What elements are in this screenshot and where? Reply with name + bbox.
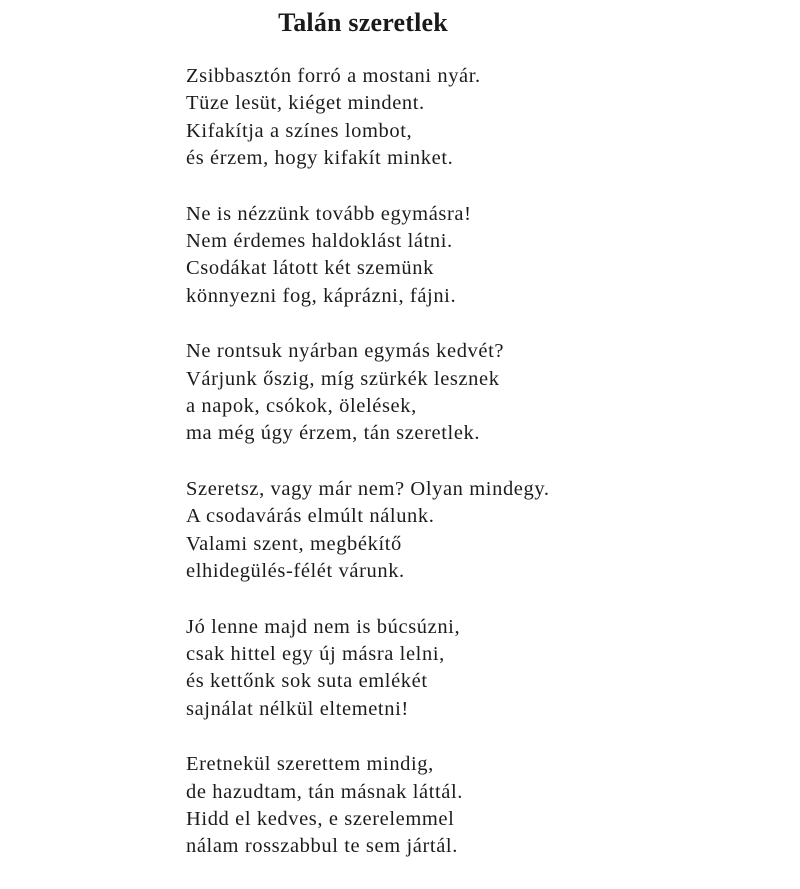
poem-line: könnyezni fog, káprázni, fájni. — [186, 284, 457, 307]
poem-line: sajnálat nélkül eltemetni! — [186, 697, 409, 720]
poem-line: Nem érdemes haldoklást látni. — [186, 230, 453, 253]
poem-line: Zsibbasztón forró a mostani nyár. — [186, 65, 481, 87]
poem-line: Ne is nézzünk tovább egymásra! — [186, 202, 472, 225]
poem-body — [186, 63, 746, 889]
stanza-6 — [186, 751, 746, 861]
poem-line: nálam rosszabbul te sem jártál. — [186, 835, 458, 858]
poem-line: és kettőnk sok suta emlékét — [186, 670, 428, 693]
poem-line: Ne rontsuk nyárban egymás kedvét? — [186, 340, 505, 363]
stanza-2 — [186, 201, 746, 311]
poem-line: A csodavárás elmúlt nálunk. — [186, 505, 435, 528]
poem-line: Kifakítja a színes lombot, — [186, 119, 413, 142]
poem-line: Hidd el kedves, e szerelemmel — [186, 807, 455, 830]
poem-line: Szeretsz, vagy már nem? Olyan mindegy. — [186, 477, 550, 500]
poem-line: a napok, csókok, ölelések, — [186, 395, 417, 418]
poem-line: csak hittel egy új másra lelni, — [186, 642, 445, 665]
poem-line: Eretnekül szerettem mindig, — [186, 753, 434, 776]
stanza-5 — [186, 614, 746, 724]
poem-line: Jó lenne majd nem is búcsúzni, — [186, 615, 461, 638]
poem-line: és érzem, hogy kifakít minket. — [186, 147, 454, 170]
poem-line: Várjunk őszig, míg szürkék lesznek — [186, 367, 500, 390]
poem-line: ma még úgy érzem, tán szeretlek. — [186, 422, 481, 445]
poem-line: de hazudtam, tán másnak láttál. — [186, 780, 464, 803]
stanza-1 — [186, 63, 746, 173]
stanza-4 — [186, 476, 746, 586]
poem-line: Valami szent, megbékítő — [186, 532, 402, 555]
poem-line: elhidegülés-félét várunk. — [186, 560, 405, 583]
stanza-3 — [186, 338, 746, 448]
poem-line: Tüze lesüt, kiéget mindent. — [186, 92, 425, 115]
poem-title: Talán szeretlek — [278, 8, 448, 37]
poem-line: Csodákat látott két szemünk — [186, 257, 434, 280]
